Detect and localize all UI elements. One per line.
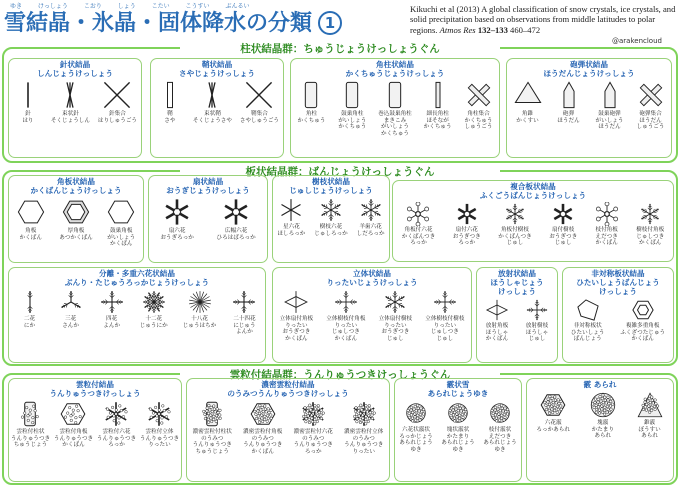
category-panel — [8, 378, 182, 482]
plate-with-branches-icon — [595, 202, 619, 226]
citation-pages: 460–472 — [507, 24, 541, 35]
scroll-wound-column-icon — [380, 80, 410, 110]
crystal-row — [9, 289, 265, 336]
crystal-label: 六花霰 ろっかあられ — [536, 420, 570, 433]
crystal-label: 扇六花 おうぎろっか — [160, 228, 194, 241]
category-panel — [148, 175, 268, 263]
crystal-label: 濃密雲粒付立体 のうみつ うんりゅうつき りったい — [344, 429, 384, 455]
category-title: 砲弾状結晶 — [570, 60, 608, 69]
crystal-label: 二十四花 にじゅう よんか — [233, 316, 256, 336]
crystal-item — [280, 289, 314, 342]
two-branch-icon — [17, 289, 43, 315]
crystal-label: 鼓巣角柱 がいしょう かくちゅう — [338, 111, 367, 131]
category-reading: さやじょうけっしょう — [179, 69, 255, 78]
crystal-label: 立体扇付角板 りったい おうぎつき かくばん — [279, 316, 314, 342]
densely-rimed-plate-icon — [249, 400, 277, 428]
needle-combination-icon — [102, 80, 132, 110]
dendrite-with-plates-icon — [638, 202, 662, 226]
crystal-label: 放射角板 ほうしゃ かくばん — [485, 323, 509, 343]
scroll-column-icon — [337, 80, 367, 110]
crystal-item — [140, 400, 179, 449]
crystal-label: 細長角柱 ほそなが かくちゅう — [423, 111, 452, 131]
scroll-plate-icon — [106, 197, 136, 227]
crystal-label: 塊霰 かたまり あられ — [591, 420, 614, 440]
category-reading: ふくごうばんじょうけっしょう — [479, 191, 587, 200]
category-reading: のうみつうんりゅうつきけっしょう — [227, 389, 349, 398]
page-title — [4, 6, 342, 37]
category-title: 放射状結晶 — [498, 269, 536, 278]
crystal-item — [11, 400, 50, 449]
crystal-row — [527, 391, 673, 440]
category-panel — [272, 267, 472, 363]
crystal-label: 濃密雲粒付角板 のうみつ うんりゅうつき かくばん — [243, 429, 283, 455]
crystal-item — [636, 80, 666, 131]
stellar-with-sectors-icon — [455, 202, 479, 226]
radiating-plate-dendrite-icon — [382, 289, 408, 315]
category-panel — [562, 267, 674, 363]
crystal-item — [483, 400, 517, 453]
crystal-row — [477, 298, 557, 343]
crystal-row — [395, 400, 521, 453]
crystal-item — [525, 298, 549, 343]
crystal-item — [160, 197, 194, 241]
sheath-bundle-icon — [197, 80, 227, 110]
category-panel — [8, 267, 266, 363]
asymmetric-plate-icon — [576, 298, 600, 322]
crystal-row — [291, 80, 499, 137]
crystal-label: 角板付樹枝 かくばんつき じゅし — [498, 227, 532, 247]
crystal-label: 巻込鼓巣角柱 まきこみ がいしょう かくちゅう — [378, 111, 412, 137]
crystal-item — [17, 289, 43, 329]
crystal-label: 三花 さんか — [62, 316, 79, 329]
crystal-item — [16, 197, 46, 241]
densely-rimed-column-icon — [198, 400, 226, 428]
crystal-label: 枝付角板 えだつき かくばん — [595, 227, 618, 247]
crystal-item — [425, 289, 464, 342]
crystal-item — [51, 80, 90, 124]
needle-bundle-icon — [55, 80, 85, 110]
crystal-item — [357, 197, 385, 237]
stellar-icon — [278, 197, 304, 223]
crystal-label: 四花 よんか — [103, 316, 121, 329]
long-column-icon — [423, 80, 453, 110]
category-reading: ぶんり・たじゅうろっかじょうけっしょう — [64, 278, 210, 287]
crystal-item — [554, 80, 584, 124]
category-title: 樹枝状結晶 — [312, 177, 350, 186]
crystal-item — [498, 202, 531, 247]
rimed-radiating-icon — [145, 400, 173, 428]
crystal-row — [9, 80, 141, 124]
graupel-like-stellar-icon — [403, 400, 429, 426]
graupel-like-plate-icon — [445, 400, 471, 426]
category-reading: ほうだんじょうけっしょう — [543, 69, 635, 78]
category-title: 角板状結晶 — [57, 177, 95, 186]
crystal-item — [99, 289, 125, 329]
crystal-label: 針集合 はりしゅうごう — [97, 111, 138, 124]
thick-plate-icon — [61, 197, 91, 227]
crystal-item — [378, 80, 412, 137]
crystal-row — [9, 197, 143, 248]
category-panel — [476, 267, 558, 363]
crystal-label: 樹枝付角板 じゅしつき かくばん — [636, 227, 665, 247]
category-panel — [150, 58, 284, 158]
twelve-branch-icon — [141, 289, 167, 315]
crystal-item — [240, 80, 279, 124]
crystal-label: 角錐 かくすい — [516, 111, 539, 124]
radiating-dendrites-icon — [432, 289, 458, 315]
crystal-label: 十八花 じゅうはちか — [182, 316, 217, 329]
crystal-item — [155, 80, 185, 124]
crystal-item — [549, 202, 577, 247]
category-title: 針状結晶 — [59, 60, 91, 69]
category-reading: あられじょうゆき — [427, 389, 489, 398]
category-panel — [272, 175, 390, 263]
crystal-label: 放射樹枝 ほうしゃ じゅし — [525, 323, 549, 343]
crystal-label: 広幅六花 ひろはばろっか — [216, 228, 256, 241]
category-panel — [506, 58, 672, 158]
column-group-heading: 柱状結晶群：ちゅうじょうけっしょうぐん — [180, 41, 500, 56]
crystal-item — [54, 400, 93, 449]
category-title: 霰 あられ — [583, 380, 617, 389]
crystal-item — [571, 298, 605, 343]
crystal-label: 厚角板 あつかくばん — [59, 228, 93, 241]
crystal-label: 角板 かくばん — [19, 228, 42, 241]
sheath-icon — [155, 80, 185, 110]
broad-branch-icon — [221, 197, 251, 227]
graupel-like-branch-icon — [487, 400, 513, 426]
crystal-label: 立体扇付樹枝 りったい おうぎつき じゅし — [378, 316, 413, 342]
crystal-item — [589, 391, 617, 440]
dendrite-with-sectors-icon — [551, 202, 575, 226]
rimed-plate-icon — [59, 400, 87, 428]
crystal-item — [326, 289, 365, 342]
crystal-item — [636, 391, 664, 440]
crystal-row — [151, 80, 283, 124]
crystal-label: 雲粒付角板 うんりゅうつき かくばん — [53, 429, 94, 449]
crystal-item — [231, 289, 257, 336]
crystal-item — [441, 400, 475, 453]
crystal-label: 塊状霰状 かたまり あられじょう ゆき — [441, 427, 475, 453]
title-text: 雪結晶・氷晶・固体降水の分類 — [4, 11, 313, 36]
category-reading: ほうしゃじょう けっしょう — [490, 278, 544, 296]
crystal-item — [296, 80, 326, 124]
crystal-row — [273, 197, 389, 237]
hexagonal-graupel-icon — [539, 391, 567, 419]
crystal-label: 雲粒付柱状 うんりゅうつき ちゅうじょう — [10, 429, 51, 449]
category-title: 立体状結晶 — [353, 269, 391, 278]
four-branch-icon — [99, 289, 125, 315]
crystal-label: 複雑多重角板 ふくざつたじゅう かくばん — [620, 323, 666, 343]
category-panel — [8, 175, 144, 263]
crystal-item — [59, 197, 93, 241]
category-panel — [392, 180, 674, 262]
crystal-label: 六花状霰状 ろっかじょう あられじょう ゆき — [399, 427, 433, 453]
bullet-combination-icon — [636, 80, 666, 110]
multiple-plate-icon — [631, 298, 655, 322]
crystal-item — [453, 202, 481, 247]
category-title: 濃密雲粒付結晶 — [261, 380, 315, 389]
hexagonal-plate-icon — [16, 197, 46, 227]
crystal-item — [277, 197, 305, 237]
three-branch-icon — [58, 289, 84, 315]
category-title: 角柱状結晶 — [376, 60, 414, 69]
author-credit: @arakencloud — [612, 37, 662, 45]
crystal-label: 濃密雲粒付柱状 のうみつ うんりゅうつき ちゅうじょう — [192, 429, 232, 455]
category-title: 霰状雪 — [446, 380, 470, 389]
crystal-item — [98, 80, 137, 124]
crystal-item — [344, 400, 383, 455]
radiating-dendrite-plates-icon — [333, 289, 359, 315]
crystal-item — [243, 400, 282, 455]
category-title: 非対称板状結晶 — [591, 269, 645, 278]
category-reading: かくばんじょうけっしょう — [30, 186, 122, 195]
citation-journal: Atmos Res — [439, 24, 476, 35]
needle-icon — [13, 80, 43, 110]
category-reading: うんりゅうつきけっしょう — [49, 389, 141, 398]
crystal-row — [563, 298, 673, 343]
category-panel — [186, 378, 390, 482]
crystal-item — [58, 289, 84, 329]
crystal-label: 砲弾集合 ほうだん しゅうごう — [636, 111, 665, 131]
crystal-item — [636, 202, 664, 247]
crystal-label: 立体樹枝付樹枝 りったい じゅしつき じゅし — [425, 316, 465, 342]
category-title: 雲粒付結晶 — [76, 380, 114, 389]
twenty-four-branch-icon — [231, 289, 257, 315]
crystal-item — [193, 400, 232, 455]
category-reading: おうぎじょうけっしょう — [166, 186, 250, 195]
title-number: 1 — [318, 11, 342, 35]
crystal-label: 束状針 そくじょうしん — [50, 111, 90, 124]
densely-rimed-stellar-icon — [299, 400, 327, 428]
stellar-with-plates-icon — [406, 202, 430, 226]
crystal-item — [595, 202, 619, 247]
column-icon — [296, 80, 326, 110]
crystal-item — [337, 80, 367, 131]
category-panel — [526, 378, 674, 482]
rimed-column-icon — [16, 400, 44, 428]
densely-rimed-radiating-icon — [350, 400, 378, 428]
crystal-label: 星六花 ほしろっか — [277, 224, 306, 237]
category-title: 扇状結晶 — [192, 177, 224, 186]
crystal-label: 鞘 さや — [164, 111, 176, 124]
crystal-label: 針 はり — [22, 111, 34, 124]
rimed-stellar-icon — [102, 400, 130, 428]
category-title: 複合板状結晶 — [510, 182, 556, 191]
crystal-label: 錐霰 ぼうすい あられ — [638, 420, 661, 440]
crystal-item — [314, 197, 348, 237]
crystal-item — [379, 289, 413, 342]
category-panel — [8, 58, 142, 158]
crystal-item — [97, 400, 136, 449]
title-ruby: ゆき けっしょう こおり しょう こたい こうすい ぶんるい — [10, 3, 250, 10]
crystal-label: 十二花 じゅうにか — [139, 316, 168, 329]
radiating-plates-icon — [283, 289, 309, 315]
category-reading: りったいじょうけっしょう — [326, 278, 418, 287]
citation-volume: 132–133 — [477, 24, 508, 35]
radiating-dendrite-assemblage-icon — [525, 298, 549, 322]
sector-plate-icon — [162, 197, 192, 227]
crystal-item — [620, 298, 665, 343]
category-reading: じゅしじょうけっしょう — [289, 186, 373, 195]
scroll-bullet-icon — [595, 80, 625, 110]
crystal-row — [9, 400, 181, 449]
crystal-item — [294, 400, 333, 455]
plate-group-heading: 板状結晶群：ばんじょうけっしょうぐん — [180, 164, 500, 179]
eighteen-branch-icon — [187, 289, 213, 315]
crystal-label: 扇付樹枝 おうぎつき じゅし — [549, 227, 578, 247]
pyramid-icon — [513, 80, 543, 110]
dendrite-icon — [318, 197, 344, 223]
crystal-row — [149, 197, 267, 241]
crystal-label: 羊歯六花 しだろっか — [356, 224, 385, 237]
crystal-label: 非対称板状 ひたいしょう ばんじょう — [570, 323, 605, 343]
crystal-item — [193, 80, 232, 124]
crystal-label: 角板付六花 かくばんつき ろっか — [401, 227, 436, 247]
crystal-label: 雲粒付立体 うんりゅうつき りったい — [139, 429, 180, 449]
crystal-label: 角柱 かくちゅう — [297, 111, 326, 124]
crystal-label: 角柱集合 かくちゅう しゅうごう — [464, 111, 493, 131]
crystal-row — [187, 400, 389, 455]
crystal-label: 束状鞘 そくじょうさや — [192, 111, 232, 124]
crystal-item — [399, 400, 433, 453]
crystal-item — [485, 298, 509, 343]
plate-with-dendrites-icon — [503, 202, 527, 226]
radiating-plate-assemblage-icon — [485, 298, 509, 322]
citation — [410, 4, 678, 35]
crystal-label: 濃密雲粒付六花 のうみつ うんりゅうつき ろっか — [293, 429, 333, 455]
crystal-item — [183, 289, 217, 329]
category-reading: しんじょうけっしょう — [37, 69, 113, 78]
category-panel — [394, 378, 522, 482]
crystal-item — [402, 202, 435, 247]
sheath-combination-icon — [244, 80, 274, 110]
cone-graupel-icon — [636, 391, 664, 419]
crystal-item — [595, 80, 625, 131]
crystal-row — [507, 80, 671, 131]
crystal-label: 鼓巣角板 がいしょう かくばん — [107, 228, 136, 248]
crystal-item — [217, 197, 256, 241]
crystal-item — [536, 391, 570, 433]
crystal-item — [106, 197, 136, 248]
rimed-group-heading: 雲粒付結晶群：うんりゅうつきけっしょうぐん — [180, 367, 500, 382]
column-combination-icon — [464, 80, 494, 110]
crystal-label: 鼓巣砲弾 がいしょう ほうだん — [595, 111, 624, 131]
category-title: 鞘状結晶 — [201, 60, 233, 69]
crystal-item — [140, 289, 168, 329]
fern-dendrite-icon — [358, 197, 384, 223]
crystal-label: 二花 にか — [23, 316, 36, 329]
category-panel — [290, 58, 500, 158]
crystal-label: 鞘集合 さやしゅうごう — [239, 111, 280, 124]
crystal-row — [273, 289, 471, 342]
crystal-label: 枝付霰状 えだつき あられじょう ゆき — [483, 427, 517, 453]
crystal-item — [13, 80, 43, 124]
crystal-label: 扇付六花 おうぎつき ろっか — [452, 227, 481, 247]
crystal-label: 砲弾 ほうだん — [557, 111, 580, 124]
bullet-icon — [554, 80, 584, 110]
category-reading: ひたいしょうばんじょう けっしょう — [576, 278, 660, 296]
lump-graupel-icon — [589, 391, 617, 419]
crystal-label: 立体樹枝付角板 りったい じゅしつき かくばん — [326, 316, 366, 342]
crystal-item — [423, 80, 453, 131]
category-reading: かくちゅうじょうけっしょう — [345, 69, 445, 78]
citation-text: Kikuchi et al (2013) A global classification of snow crystals, ice crystals, and solid precipitation based on observations from middle latitudes to polar regions. — [410, 4, 676, 35]
crystal-item — [464, 80, 494, 131]
crystal-item — [513, 80, 543, 124]
crystal-label: 樹枝六花 じゅしろっか — [314, 224, 348, 237]
crystal-row — [393, 202, 673, 247]
category-title: 分離・多重六花状結晶 — [99, 269, 175, 278]
crystal-label: 雲粒付六花 うんりゅうつき ろっか — [96, 429, 137, 449]
